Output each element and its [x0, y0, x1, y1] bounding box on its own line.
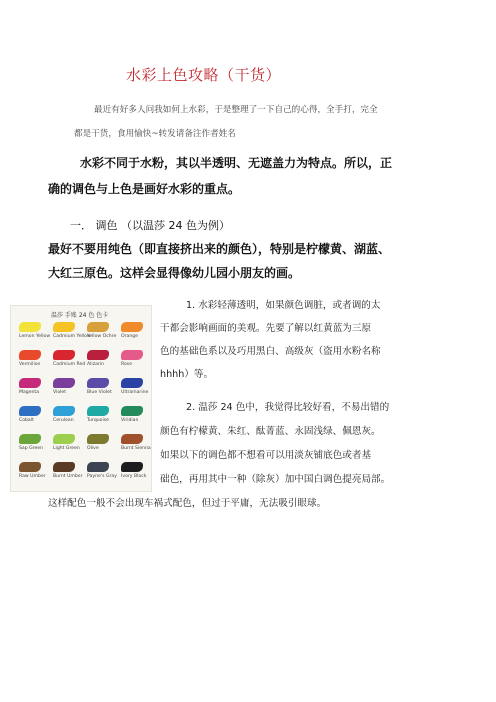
- point2-line-4: 础色，再用其中一种（除灰）加中国白调色提亮局部。: [160, 474, 391, 485]
- rule-line-2: 大红三原色。这样会显得像幼儿园小朋友的画。: [48, 266, 301, 280]
- color-swatch: [121, 378, 143, 388]
- color-swatch: [87, 462, 109, 472]
- color-swatch: [19, 322, 41, 332]
- color-swatch-label: Cadmium Yellow: [53, 334, 91, 339]
- color-swatch: [121, 406, 143, 416]
- lead-line-1: 水彩不同于水粉，其以半透明、无遮盖力为特点。所以，正: [80, 156, 393, 170]
- color-swatch: [53, 434, 75, 444]
- color-swatch: [53, 350, 75, 360]
- color-swatch-label: Alizarin: [87, 362, 104, 367]
- color-swatch-label: Light Green: [53, 446, 80, 451]
- color-swatch: [121, 322, 143, 332]
- point2-line-3: 如果以下的调色都不想看可以用淡灰铺底色或者基: [160, 450, 372, 461]
- point1-line-4: hhhh）等。: [160, 369, 214, 380]
- rule-line-1: 最好不要用纯色（即直接挤出来的颜色），特别是柠檬黄、湖蓝、: [48, 242, 391, 256]
- intro-line-1: 最近有好多人问我如何上水彩，于是整理了一下自己的心得，全手打，完全: [94, 105, 378, 115]
- point1-line-2: 干都会影响画面的美观。先要了解以红黄蓝为三原: [160, 323, 372, 334]
- color-swatch-label: Violet: [53, 390, 67, 395]
- color-swatch: [19, 350, 41, 360]
- color-swatch: [87, 350, 109, 360]
- color-swatch-photo: [10, 305, 152, 492]
- color-swatch-label: Orange: [121, 334, 138, 339]
- color-swatch: [19, 434, 41, 444]
- point1-line-1: 1. 水彩轻薄透明，如果颜色调脏，或者调的太: [186, 300, 381, 311]
- color-swatch-label: Olive: [87, 446, 99, 451]
- color-swatch-label: Cobalt: [19, 418, 34, 423]
- color-swatch-label: Ultramarine: [121, 390, 149, 395]
- point2-line-2: 颜色有柠檬黄、朱红、酞菁蓝、永固浅绿、佩恩灰。: [160, 426, 381, 437]
- color-swatch-label: Blue Violet: [87, 390, 112, 395]
- point1-line-3: 色的基础色系以及巧用黑白、高级灰（盗用水粉名称: [160, 346, 381, 357]
- color-swatch: [19, 378, 41, 388]
- color-swatch: [121, 434, 143, 444]
- color-swatch: [121, 350, 143, 360]
- color-swatch: [87, 378, 109, 388]
- color-swatch: [53, 378, 75, 388]
- color-swatch: [53, 406, 75, 416]
- closing-line: 这样配色一般不会出现车祸式配色，但过于平庸，无法吸引眼球。: [48, 498, 327, 509]
- color-swatch-label: Sap Green: [19, 446, 44, 451]
- color-swatch-label: Payne's Gray: [87, 474, 117, 479]
- color-swatch: [53, 462, 75, 472]
- lead-line-2: 确的调色与上色是画好水彩的重点。: [48, 182, 241, 196]
- color-swatch: [87, 434, 109, 444]
- color-swatch-label: Burnt Umber: [53, 474, 83, 479]
- color-swatch: [121, 462, 143, 472]
- color-swatch: [19, 406, 41, 416]
- color-swatch-label: Cerulean: [53, 418, 74, 423]
- color-swatch-label: Yellow Ochre: [87, 334, 117, 339]
- point2-line-1: 2. 温莎 24 色中，我觉得比较好看，不易出错的: [186, 402, 390, 413]
- intro-line-2: 都是干货，食用愉快~转发请备注作者姓名: [74, 129, 236, 139]
- color-swatch-label: Rose: [121, 362, 133, 367]
- color-swatch-label: Lemon Yellow: [19, 334, 51, 339]
- color-swatch-label: Magenta: [19, 390, 40, 395]
- color-swatch-label: Cadmium Red: [53, 362, 86, 367]
- page-title: 水彩上色攻略（干货）: [126, 66, 282, 84]
- color-swatch: [53, 322, 75, 332]
- color-swatch-label: Burnt Sienna: [121, 446, 151, 451]
- color-swatch-label: Ivory Black: [121, 474, 147, 479]
- color-swatch-label: Raw Umber: [19, 474, 46, 479]
- color-swatch-label: Vermilion: [19, 362, 41, 367]
- swatch-card-heading: 温莎 手账 24 色 色卡: [51, 312, 109, 319]
- section-heading: 一． 调色 （以温莎 24 色为例）: [70, 219, 230, 232]
- color-swatch: [87, 406, 109, 416]
- color-swatch-label: Viridian: [121, 418, 139, 423]
- color-swatch: [87, 322, 109, 332]
- color-swatch-label: Turquoise: [87, 418, 109, 423]
- color-swatch: [19, 462, 41, 472]
